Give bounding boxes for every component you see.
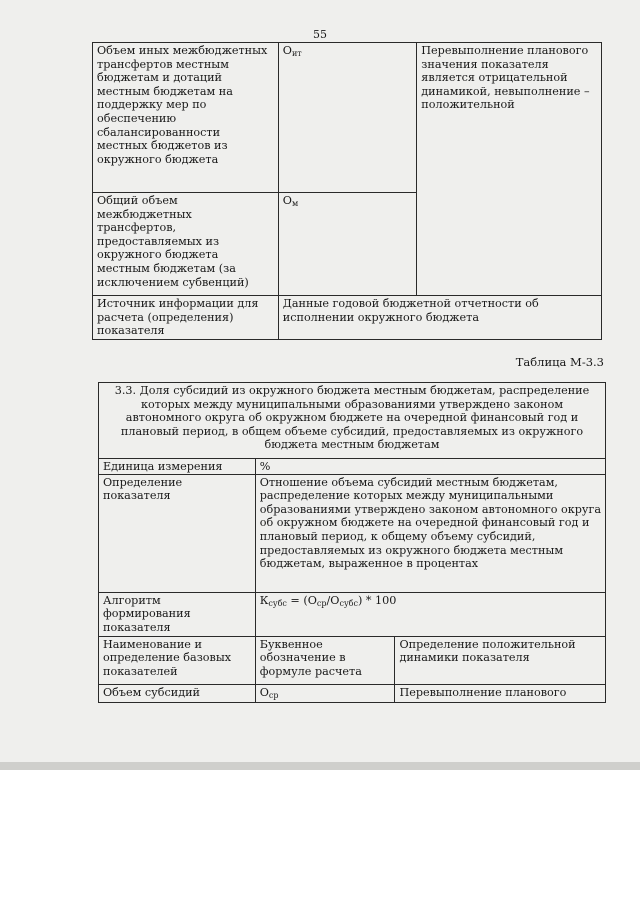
indicator-table-continued <box>92 42 602 340</box>
formula: $К_{субс} = (О_{ср}/О_{субс}) * 100$ <box>255 592 605 636</box>
table-row <box>99 636 606 684</box>
base-indicator-name: Объем иных межбюджетных трансфертов местным бюджетам и дотаций местным бюджетам на поддержку мер по обеспечению сбалансированности местных бюджетов из окружного бюджета <box>93 43 279 193</box>
table-row <box>99 474 606 592</box>
base-label: Наименование и определение базовых показателей <box>99 636 256 684</box>
table-row <box>99 684 606 703</box>
table-row <box>93 296 602 340</box>
dynamics-definition: Перевыполнение планового значения показателя является отрицательной динамикой, невыполнение – положительной <box>417 43 602 296</box>
letter-symbol: $О_{ср}$ <box>255 684 395 703</box>
indicator-title: 3.3. Доля субсидий из окружного бюджета местным бюджетам, распределение которых между муниципальными образованиями утверждено законом автономного округа об окружном бюджете на очередной финансовый год и плановый период, в общем объеме субсидий, предоставляемых из окружного бюджета местным бюджетам <box>99 383 606 459</box>
letter-symbol: $О_{ит}$ <box>278 43 417 193</box>
indicator-table-m33 <box>98 382 606 703</box>
dynamics-definition: Перевыполнение планового <box>395 684 606 703</box>
table-row <box>99 459 606 475</box>
base-indicator-name: Общий объем межбюджетных трансфертов, предоставляемых из окружного бюджета местным бюджетам (за исключением субвенций) <box>93 193 279 296</box>
letter-symbol: $О_м$ <box>278 193 417 296</box>
table-row <box>99 592 606 636</box>
source-value: Данные годовой бюджетной отчетности об исполнении окружного бюджета <box>278 296 601 340</box>
scan-edge <box>0 762 640 770</box>
table-caption: Таблица М-3.3 <box>515 355 604 369</box>
base-indicator-name: Объем субсидий <box>99 684 256 703</box>
source-label: Источник информации для расчета (определения) показателя <box>93 296 279 340</box>
algorithm-label: Алгоритм формирования показателя <box>99 592 256 636</box>
unit-label: Единица измерения <box>99 459 256 475</box>
definition-label: Определение показателя <box>99 474 256 592</box>
letter-label: Буквенное обозначение в формуле расчета <box>255 636 395 684</box>
table-row <box>99 383 606 459</box>
positive-label: Определение положительной динамики показателя <box>395 636 606 684</box>
table-row <box>93 43 602 193</box>
unit-value: % <box>255 459 605 475</box>
page-number: 55 <box>313 28 327 41</box>
definition-value: Отношение объема субсидий местным бюджетам, распределение которых между муниципальными образованиями утверждено законом автономного округа об окружном бюджете на очередной финансовый год и плановый период, к общему объему субсидий, предоставляемых из окружного бюджета местным бюджетам, выраженное в процентах <box>255 474 605 592</box>
